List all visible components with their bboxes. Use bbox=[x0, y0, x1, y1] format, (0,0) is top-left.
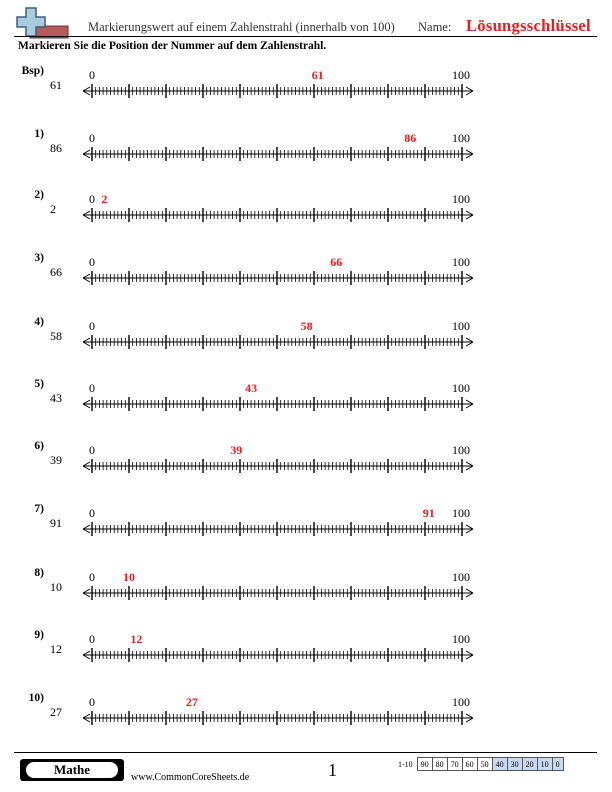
line-min-label: 0 bbox=[89, 255, 95, 269]
problem-row bbox=[0, 128, 612, 178]
line-max-label: 100 bbox=[452, 68, 470, 82]
subject-badge bbox=[20, 759, 124, 781]
problem-label: 1) bbox=[34, 128, 44, 140]
website-link[interactable]: www.CommonCoreSheets.de bbox=[131, 772, 250, 783]
problem-label: 4) bbox=[34, 316, 44, 328]
line-min-label: 0 bbox=[89, 570, 95, 584]
problem-number: 2 bbox=[50, 202, 56, 216]
problem-row bbox=[0, 692, 612, 742]
line-max-label: 100 bbox=[452, 506, 470, 520]
problem-number: 91 bbox=[50, 516, 62, 530]
number-line[interactable] bbox=[80, 456, 480, 476]
score-range: 1-10 bbox=[398, 759, 413, 769]
score-cell: 0 bbox=[552, 758, 563, 771]
number-line[interactable] bbox=[80, 645, 480, 665]
score-cell: 20 bbox=[522, 758, 537, 771]
line-min-label: 0 bbox=[89, 506, 95, 520]
footer-divider bbox=[14, 752, 597, 753]
score-cell: 30 bbox=[507, 758, 522, 771]
problem-number: 27 bbox=[50, 705, 62, 719]
problem-row bbox=[0, 440, 612, 490]
line-max-label: 100 bbox=[452, 381, 470, 395]
problem-label: 10) bbox=[28, 692, 44, 704]
answer-mark: 86 bbox=[404, 131, 417, 145]
problem-row bbox=[0, 316, 612, 366]
problem-number: 43 bbox=[50, 391, 62, 405]
problem-label: 7) bbox=[34, 503, 44, 515]
score-cell: 10 bbox=[537, 758, 552, 771]
number-line[interactable] bbox=[80, 394, 480, 414]
answer-mark: 91 bbox=[422, 506, 435, 520]
answer-key-label: Lösungsschlüssel bbox=[466, 16, 591, 35]
subject-label: Mathe bbox=[26, 762, 118, 778]
line-min-label: 0 bbox=[89, 68, 95, 82]
problem-row bbox=[0, 503, 612, 553]
problem-number: 66 bbox=[50, 265, 62, 279]
answer-mark: 66 bbox=[330, 255, 343, 269]
line-max-label: 100 bbox=[452, 319, 470, 333]
score-table bbox=[395, 757, 564, 771]
line-max-label: 100 bbox=[452, 443, 470, 457]
worksheet-title: Markierungswert auf einem Zahlenstrahl (innerhalb von 100) bbox=[88, 20, 395, 34]
answer-mark: 39 bbox=[230, 443, 243, 457]
problem-row bbox=[0, 252, 612, 302]
line-max-label: 100 bbox=[452, 695, 470, 709]
number-line[interactable] bbox=[80, 332, 480, 352]
problem-number: 58 bbox=[50, 329, 62, 343]
problem-row bbox=[0, 567, 612, 617]
line-min-label: 0 bbox=[89, 381, 95, 395]
score-cell: 80 bbox=[432, 758, 447, 771]
problem-row bbox=[0, 629, 612, 679]
line-max-label: 100 bbox=[452, 192, 470, 206]
problem-number: 12 bbox=[50, 642, 62, 656]
answer-mark: 27 bbox=[185, 695, 198, 709]
problem-number: 39 bbox=[50, 453, 62, 467]
answer-mark: 61 bbox=[311, 68, 324, 82]
line-min-label: 0 bbox=[89, 319, 95, 333]
score-cell: 40 bbox=[492, 758, 507, 771]
header-divider bbox=[14, 36, 597, 37]
number-line[interactable] bbox=[80, 268, 480, 288]
answer-mark: 58 bbox=[300, 319, 313, 333]
problem-label: 3) bbox=[34, 252, 44, 264]
plus-logo-icon bbox=[14, 6, 70, 40]
answer-mark: 12 bbox=[130, 632, 143, 646]
line-min-label: 0 bbox=[89, 695, 95, 709]
answer-mark: 2 bbox=[101, 192, 108, 206]
page-number: 1 bbox=[328, 760, 337, 780]
problem-row bbox=[0, 65, 612, 115]
score-cell: 50 bbox=[477, 758, 492, 771]
problem-label: Bsp) bbox=[21, 65, 44, 77]
number-line[interactable] bbox=[80, 519, 480, 539]
problem-row bbox=[0, 189, 612, 239]
problem-label: 2) bbox=[34, 189, 44, 201]
line-min-label: 0 bbox=[89, 632, 95, 646]
line-max-label: 100 bbox=[452, 632, 470, 646]
answer-mark: 43 bbox=[245, 381, 258, 395]
problem-number: 10 bbox=[50, 580, 62, 594]
problem-label: 8) bbox=[34, 567, 44, 579]
problem-number: 61 bbox=[50, 78, 62, 92]
name-label: Name: bbox=[418, 20, 452, 34]
instructions: Markieren Sie die Position der Nummer auf dem Zahlenstrahl. bbox=[18, 40, 327, 52]
problem-label: 9) bbox=[34, 629, 44, 641]
score-cell: 70 bbox=[447, 758, 462, 771]
problem-label: 6) bbox=[34, 440, 44, 452]
number-line[interactable] bbox=[80, 205, 480, 225]
line-max-label: 100 bbox=[452, 131, 470, 145]
number-line[interactable] bbox=[80, 583, 480, 603]
number-line[interactable] bbox=[80, 708, 480, 728]
problem-label: 5) bbox=[34, 378, 44, 390]
line-min-label: 0 bbox=[89, 131, 95, 145]
answer-mark: 10 bbox=[123, 570, 135, 584]
line-min-label: 0 bbox=[89, 443, 95, 457]
score-cell: 60 bbox=[462, 758, 477, 771]
problem-number: 86 bbox=[50, 141, 62, 155]
line-max-label: 100 bbox=[452, 570, 470, 584]
score-cell: 90 bbox=[417, 758, 432, 771]
line-max-label: 100 bbox=[452, 255, 470, 269]
number-line[interactable] bbox=[80, 144, 480, 164]
problem-row bbox=[0, 378, 612, 428]
line-min-label: 0 bbox=[89, 192, 95, 206]
number-line[interactable] bbox=[80, 81, 480, 101]
